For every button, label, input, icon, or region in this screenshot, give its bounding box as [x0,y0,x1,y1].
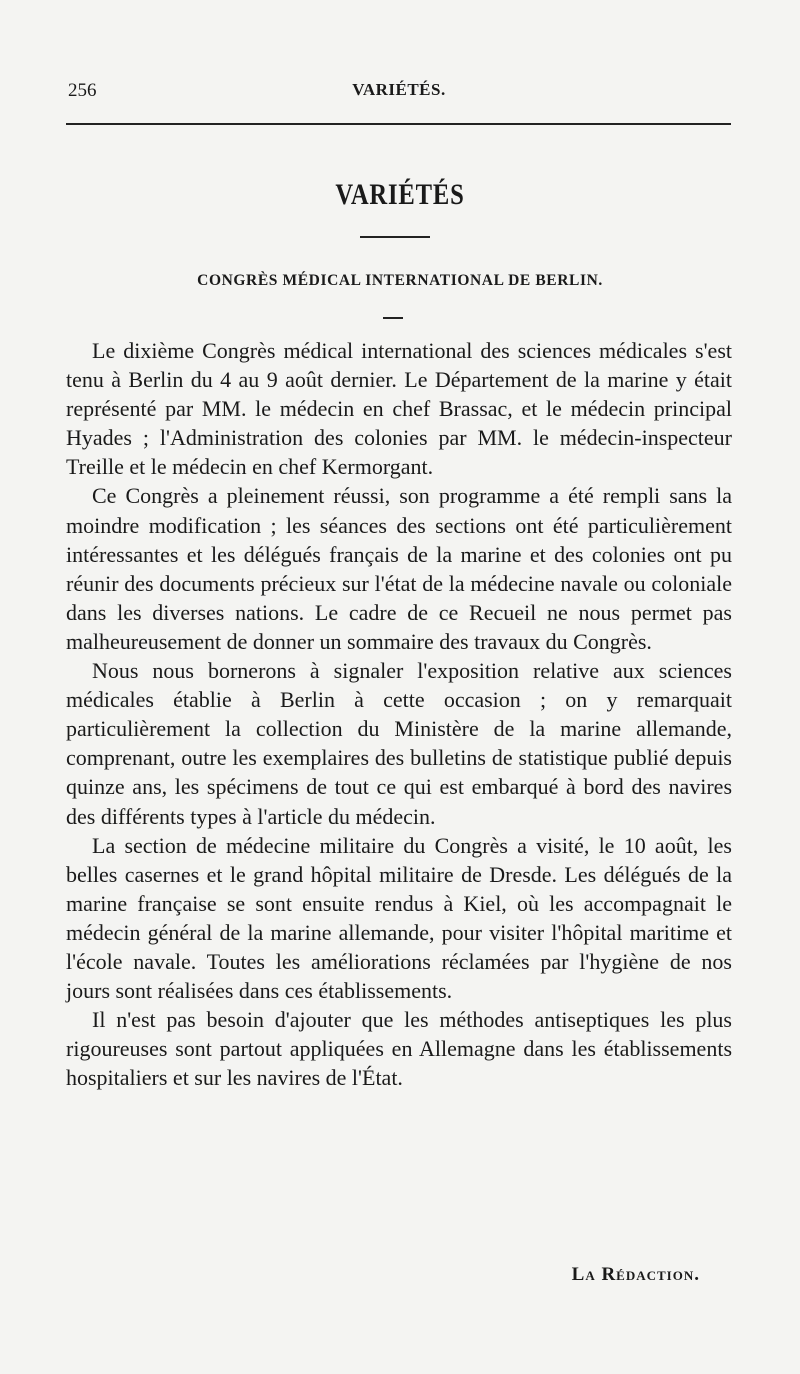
subtitle-rule [383,317,403,319]
paragraph: Il n'est pas besoin d'ajouter que les méthodes antiseptiques les plus rigoureuses sont partout appliquées en Allemagne dans les établissements hospitaliers et sur les navires de l'État. [66,1007,732,1091]
signature: La Rédaction. [571,1264,700,1285]
paragraph: Nous nous bornerons à signaler l'exposition relative aux sciences médicales établie à Berlin à cette occasion ; on y remarquait particulièrement la collection du Ministère de la marine allemande, comprenant, outre les exemplaires des bulletins de statistique publié depuis quinze ans, les spécimens de tout ce qui est embarqué à bord des navires des différents types à l'article du médecin. [66,658,732,829]
paragraph: Ce Congrès a pleinement réussi, son programme a été rempli sans la moindre modification ; les séances des sections ont été particulièrement intéressantes et les délégués français de la marine et des colonies ont pu réunir des documents précieux sur l'état de la médecine navale ou coloniale dans les diverses nations. Le cadre de ce Recueil ne nous permet pas malheureusement de donner un sommaire des travaux du Congrès. [66,483,732,654]
paragraph: La section de médecine militaire du Congrès a visité, le 10 août, les belles casernes et le grand hôpital militaire de Dresde. Les délégués de la marine française se sont ensuite rendus à Kiel, où les accompagnait le médecin général de la marine allemande, pour visiter l'hôpital maritime et l'école navale. Toutes les améliorations réclamées par l'hygiène de nos jours sont réalisées dans ces établissements. [66,832,732,1004]
article-body [66,336,732,1092]
page-number: 256 [68,80,97,101]
header-rule [66,123,731,125]
title-rule [360,236,430,238]
article-subtitle: CONGRÈS MÉDICAL INTERNATIONAL DE BERLIN. [197,272,603,289]
running-title: VARIÉTÉS. [352,80,446,99]
running-header [68,80,730,106]
paragraph: Le dixième Congrès médical international des sciences médicales s'est tenu à Berlin du 4 au 9 août dernier. Le Département de la marine y était représenté par MM. le médecin en chef Brassac, et le médecin principal Hyades ; l'Administration des colonies par MM. le médecin-inspecteur Treille et le médecin en chef Kermorgant. [66,338,732,480]
section-title: VARIÉTÉS [335,178,465,211]
